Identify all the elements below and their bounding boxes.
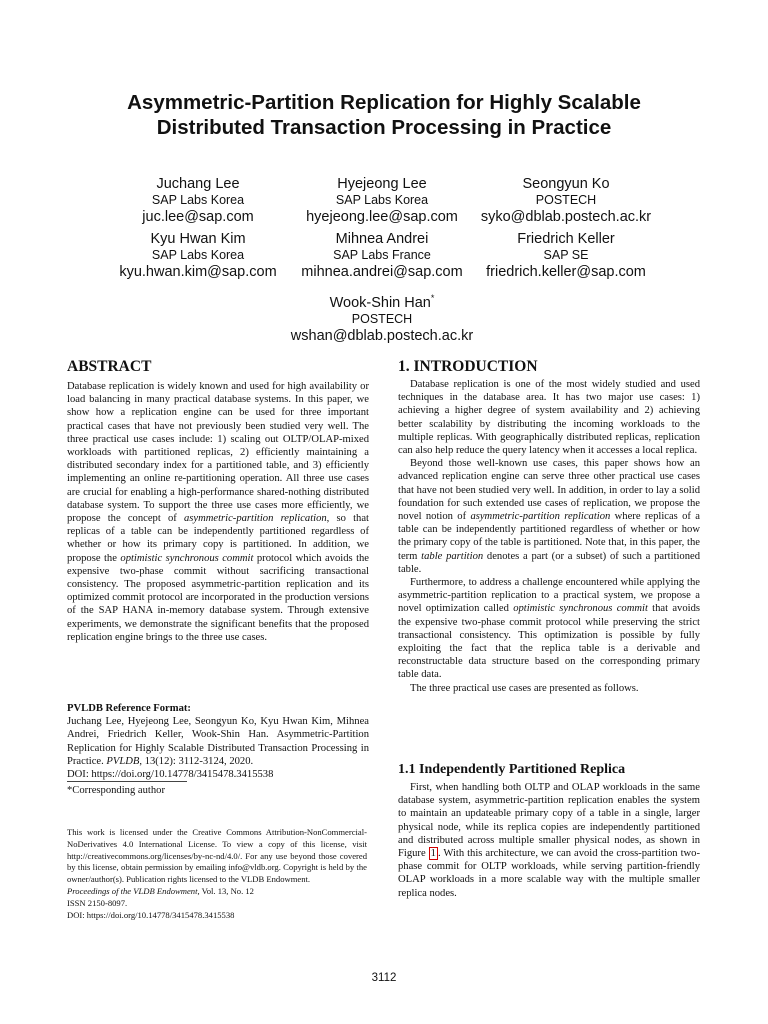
abstract-term: asymmetric-partition replication — [183, 513, 327, 525]
license-text: This work is licensed under the Creative Commons Attribution-NonCommercial-NoDerivatives 4.0 International License. To view a copy of this license, visit http://creativecommons.org/licenses/by-nc-nd/4.0/. For any use beyond those covered by this license, obtain permission by emailing info@vldb.org. Copyright is held by the owner/author(s). Publication rights licensed to the VLDB Endowment. — [67, 827, 367, 885]
author-affiliation: SAP Labs Korea — [151, 193, 245, 207]
author-block — [282, 231, 482, 282]
abstract-heading: ABSTRACT — [67, 358, 152, 375]
author-block — [282, 176, 482, 227]
abstract-body — [67, 380, 369, 644]
figure-reference-link[interactable]: 1 — [430, 848, 436, 860]
intro-paragraph: The three practical use cases are presented as follows. — [410, 682, 639, 694]
reference-journal: PVLDB — [106, 755, 140, 767]
author-email[interactable]: friedrich.keller@sap.com — [486, 264, 646, 280]
introduction-heading: 1. INTRODUCTION — [398, 358, 538, 375]
intro-paragraph — [398, 576, 700, 682]
intro-text: denotes a part (or a subset) of such a partitioned table. — [398, 550, 701, 575]
author-affiliation: POSTECH — [535, 193, 597, 207]
section-text: . With this architecture, we can avoid the cross-partition two-phase commit for OLTP workloads, while serving partition-friendly OLAP workloads in a more scalable way with the multiple smaller replica nodes. — [398, 848, 701, 899]
abstract-text: protocol which avoids the expensive two-phase commit without sacrificing transactional consistency. The proposed asymmetric-partition replication and its optimized commit protocol are incorporated in the production versions of the SAP HANA in-memory database system. Through extensive experiments, we demonstrate the significant benefits that the proposed replication engine brings to the three use cases. — [67, 552, 370, 643]
reference-text — [67, 715, 369, 768]
license-proceedings — [67, 886, 367, 898]
author-affiliation: SAP Labs Korea — [335, 193, 429, 207]
reference-citation: Juchang Lee, Hyejeong Lee, Seongyun Ko, Kyu Hwan Kim, Mihnea Andrei, Friedrich Keller, Wook-Shin Han. Asymmetric-Partition Replication for Highly Scalable Distributed Transaction Processing in Practice. — [67, 716, 369, 767]
intro-text: Furthermore, to address a challenge encountered while applying the asymmetric-partition replication to a practical system, we propose a novel optimization called — [398, 577, 700, 615]
license-block — [67, 827, 367, 921]
reference-label: PVLDB Reference Format: — [67, 703, 191, 714]
author-email[interactable]: mihnea.andrei@sap.com — [301, 264, 463, 280]
author-block — [466, 231, 666, 282]
intro-paragraph: Database replication is one of the most widely studied and used techniques in the database area. It has two major use cases: 1) achieving a higher degree of system availability and 2) achieving better scalability by distributing the incoming workloads to the multiple replicas. With geographically distributed replicas, replication can also help reduce the query latency when it accesses a local replica. — [398, 379, 700, 457]
intro-text: that avoids the expensive two-phase commit protocol while preserving the strict transactional consistency. This optimization is possible by fully exploiting the fact that the replica table is a derivable and reconstructable data structure based on the corresponding primary table data. — [398, 603, 700, 681]
author-email[interactable]: hyejeong.lee@sap.com — [306, 209, 458, 225]
title-line-2: Distributed Transaction Processing in Practice — [156, 116, 612, 139]
author-email[interactable]: syko@dblab.postech.ac.kr — [480, 209, 652, 225]
abstract-paragraph — [67, 380, 369, 644]
author-email[interactable]: wshan@dblab.postech.ac.kr — [290, 327, 474, 344]
page-number: 3112 — [371, 972, 397, 984]
reference-doi[interactable]: DOI: https://doi.org/10.14778/3415478.3415538 — [67, 769, 274, 781]
intro-paragraph — [398, 457, 700, 576]
author-email[interactable]: juc.lee@sap.com — [142, 209, 254, 225]
author-affiliation: SAP Labs Korea — [151, 248, 245, 262]
introduction-body — [398, 378, 700, 695]
author-name: Friedrich Keller — [517, 231, 615, 247]
abstract-text: Database replication is widely known and used for high availability or load balancing in many practical database systems. In this paper, we show how a replication engine can be used for three important practical cases that have not previously been studied very well. The three practical use cases include: 1) scaling out OLTP/OLAP-mixed workloads with partitioned replicas, 2) efficiently maintaining a distributed secondary index for a partitioned table, and 3) efficiently implementing an online re-partitioning operation. All three use cases are crucial for enabling a high-performance shared-nothing distributed database system. To support the three use cases more efficiently, we propose the concept of — [67, 381, 369, 525]
license-doi[interactable]: DOI: https://doi.org/10.14778/3415478.3415538 — [67, 909, 235, 920]
license-issn: ISSN 2150-8097. — [67, 897, 128, 908]
author-affiliation: SAP Labs France — [333, 248, 431, 262]
section-text: First, when handling both OLTP and OLAP workloads in the same database system, asymmetric-partition replication enables the system to maintain an updateable primary copy of a table in a single, larger physical node, while its replica copies are independently partitioned and distributed across multiple smaller physical nodes, as shown in Figure — [398, 782, 700, 860]
section-paragraph — [398, 781, 700, 900]
author-name: Mihnea Andrei — [335, 231, 429, 247]
author-name: Hyejeong Lee — [337, 176, 427, 192]
author-name: Juchang Lee — [156, 176, 240, 192]
proceedings-name: Proceedings of the VLDB Endowment, — [67, 885, 200, 896]
corresponding-author-mark: * — [430, 293, 435, 303]
author-block — [466, 176, 666, 227]
author-name-text: Wook-Shin Han — [329, 294, 431, 311]
footnote-rule — [67, 781, 187, 782]
author-email[interactable]: kyu.hwan.kim@sap.com — [119, 264, 277, 280]
proceedings-volume: Vol. 13, No. 12 — [199, 885, 254, 896]
intro-term: optimistic synchronous commit — [513, 603, 648, 615]
reference-format — [67, 702, 369, 781]
title-line-1: Asymmetric-Partition Replication for Highly Scalable — [127, 91, 641, 114]
author-affiliation: POSTECH — [351, 311, 413, 326]
intro-term: table partition — [421, 550, 484, 562]
author-block — [282, 290, 482, 346]
author-block — [98, 231, 298, 282]
section-1-1-heading: 1.1 Independently Partitioned Replica — [398, 762, 626, 777]
abstract-text: , so that replicas of a table can be independently partitioned regardless of whether or how its primary copy is partitioned. In addition, we propose the — [67, 513, 369, 564]
intro-text: Beyond those well-known use cases, this paper shows how an advanced replication engine can serve three other practical use cases that have not been studied very well. In addition, in order to lay a solid foundation for such extended use cases of replication, we propose the novel notion of — [398, 458, 700, 523]
intro-term: asymmetric-partition replication — [470, 511, 611, 523]
reference-citation: , 13(12): 3112-3124, 2020. — [139, 755, 254, 767]
paper-title — [60, 90, 708, 140]
section-1-1-body — [398, 781, 700, 900]
footnote: *Corresponding author — [67, 785, 165, 796]
author-name: Kyu Hwan Kim — [150, 231, 246, 247]
author-affiliation: SAP SE — [543, 248, 589, 262]
abstract-term: optimistic synchronous commit — [120, 552, 254, 564]
author-name — [282, 290, 482, 312]
author-name: Seongyun Ko — [522, 176, 610, 192]
intro-text: where replicas of a table can be independently partitioned regardless of whether or how the primary copy of the table is partitioned. Note that, in this paper, the term — [398, 511, 700, 562]
author-block — [98, 176, 298, 227]
